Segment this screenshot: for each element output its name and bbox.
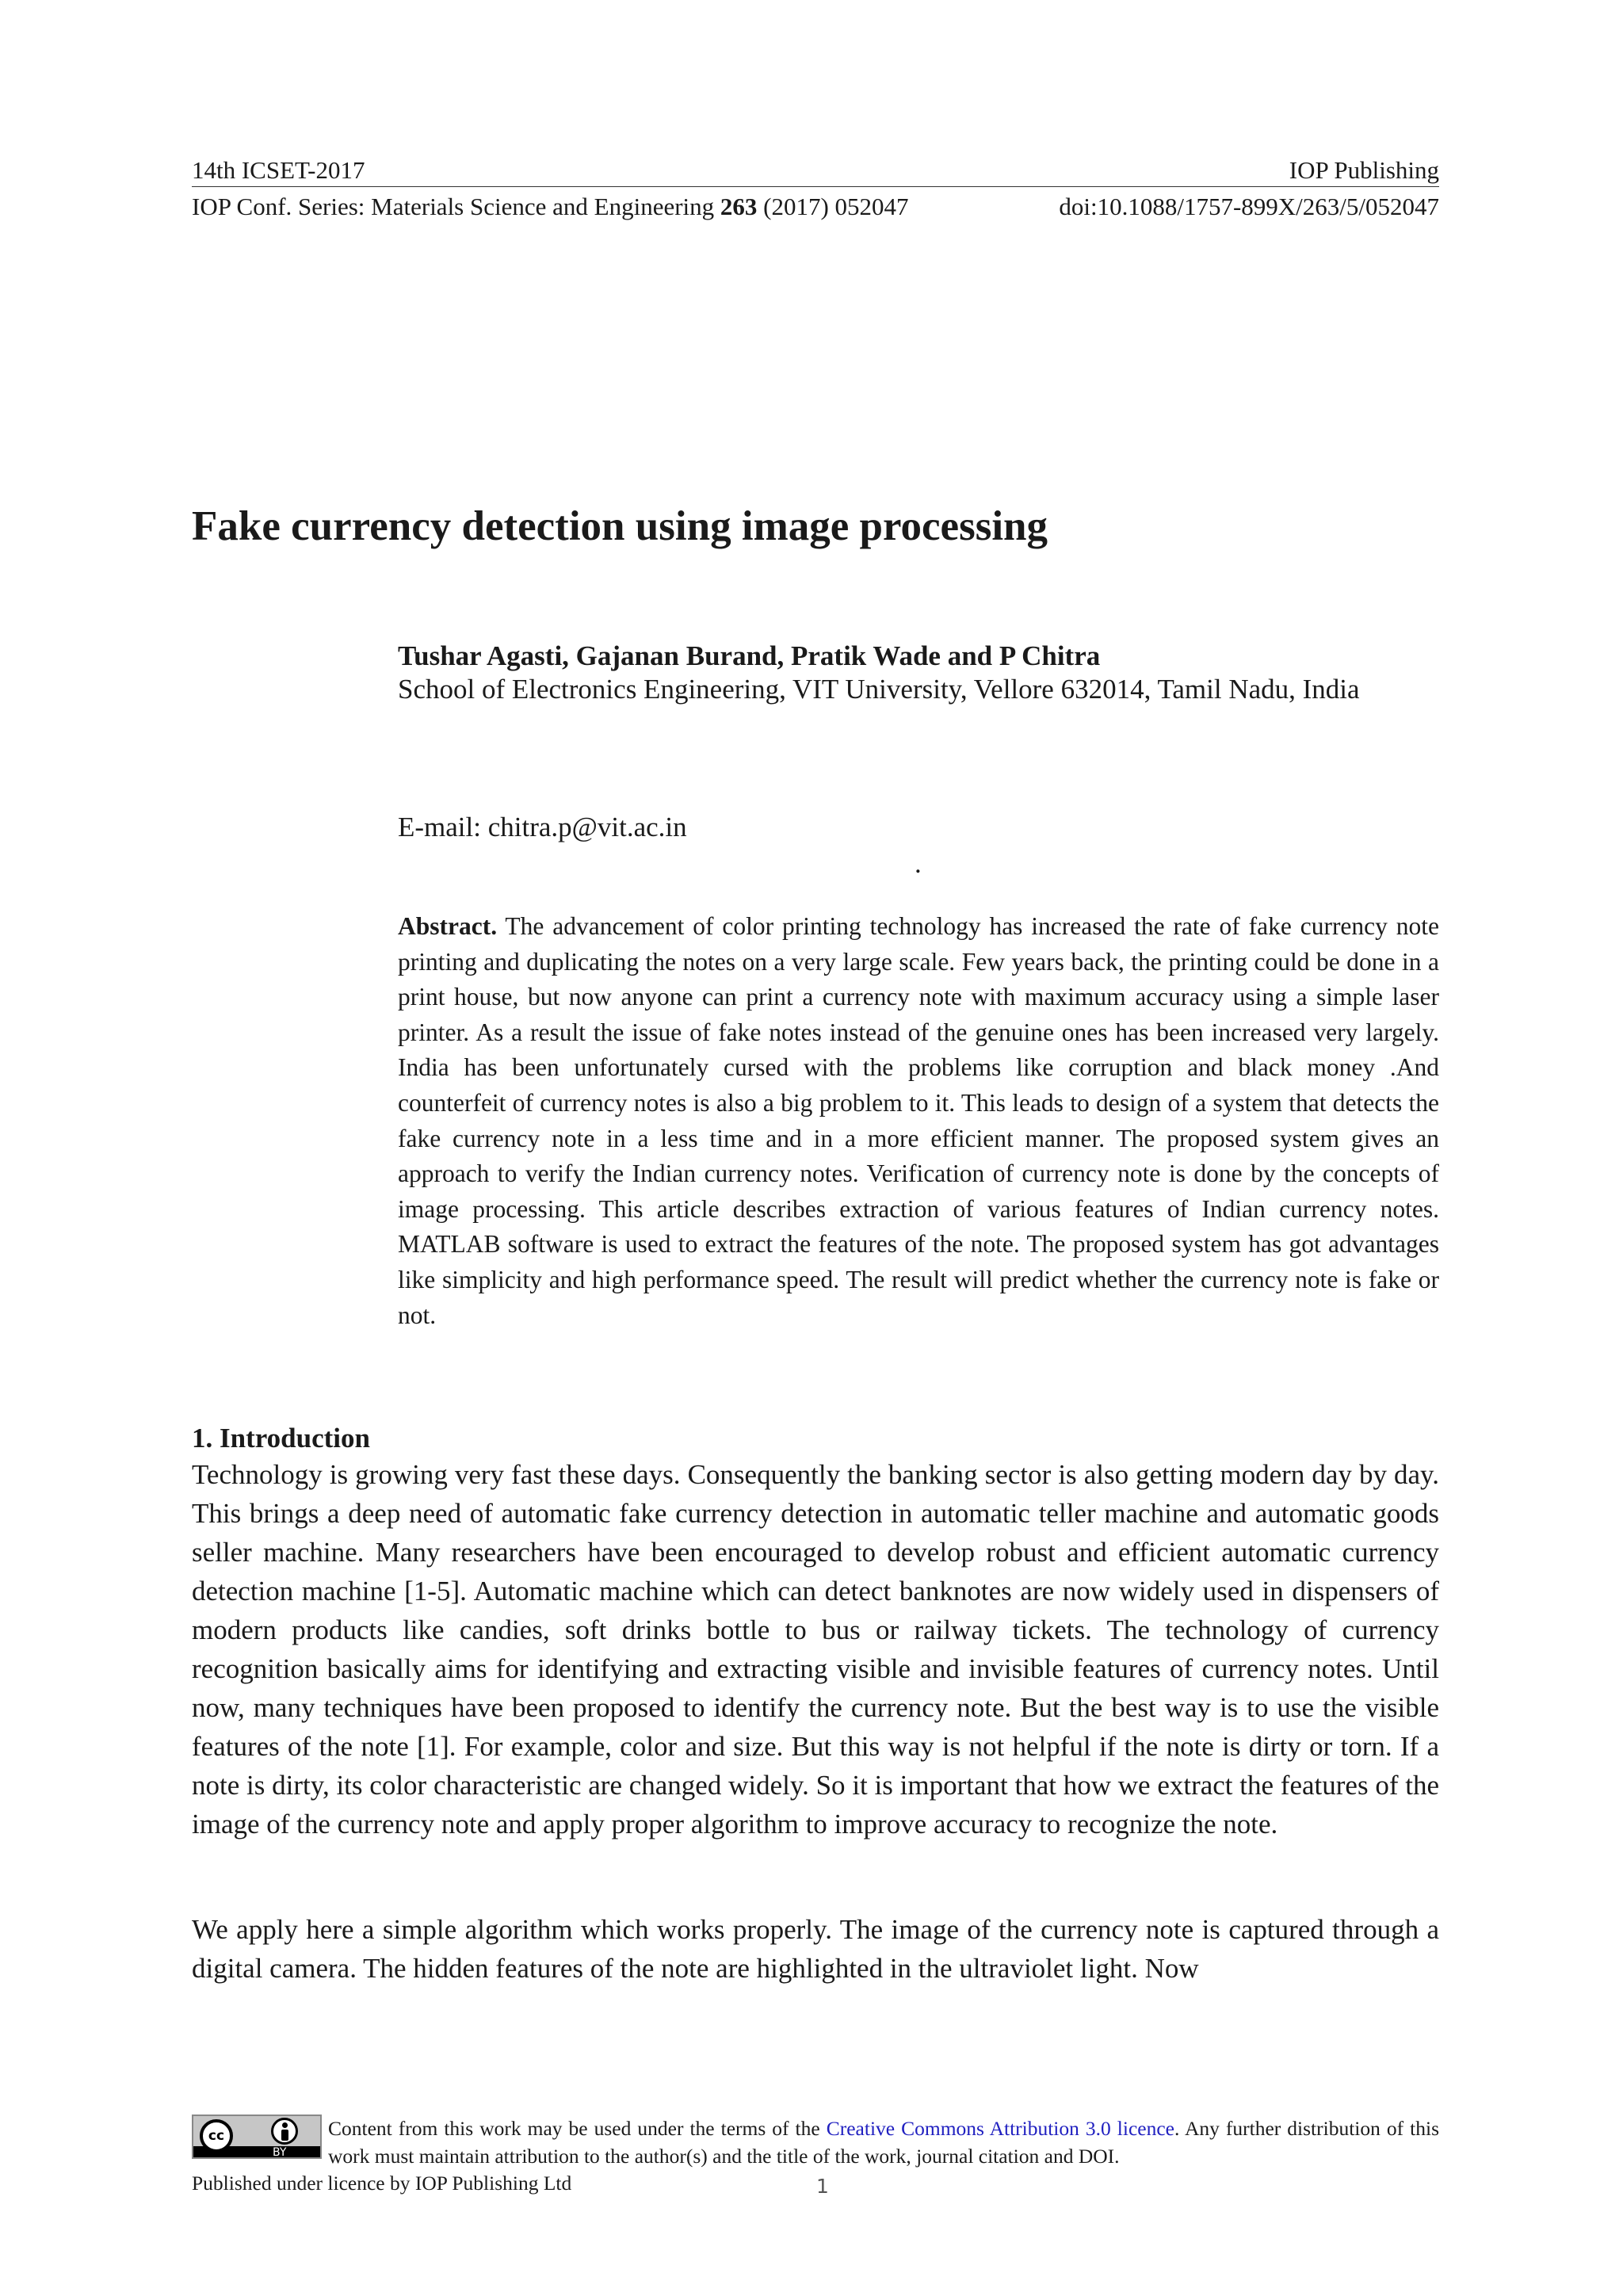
page-number: 1: [816, 2175, 829, 2198]
abstract-text: The advancement of color printing technology has increased the rate of fake currency note printing and duplicating the notes on a very large scale. Few years back, the printing could be done in a print house, but now anyone can print a currency note with maximum accuracy using a simple laser printer. As a result the issue of fake notes instead of the genuine ones has been increased very largely. India has been unfortunately cursed with the problems like corruption and black money .And counterfeit of currency notes is also a big problem to it. This leads to design of a system that detects the fake currency note in a less time and in a more efficient manner. The proposed system gives an approach to verify the Indian currency notes. Verification of currency note is done by the concepts of image processing. This article describes extraction of various features of Indian currency notes. MATLAB software is used to extract the features of the note. The proposed system has got advantages like simplicity and high performance speed. The result will predict whether the currency note is fake or not.: [398, 912, 1439, 1329]
license-link[interactable]: Creative Commons Attribution 3.0 licence: [826, 2117, 1174, 2140]
paper-title: Fake currency detection using image processing: [192, 503, 1048, 549]
cc-by-label: BY: [273, 2146, 287, 2159]
running-header-doi: doi:10.1088/1757-899X/263/5/052047: [1059, 193, 1439, 220]
attribution-person-icon: [271, 2118, 298, 2145]
stray-mark: .: [915, 848, 922, 879]
series-suffix: (2017) 052047: [757, 193, 909, 220]
running-header-conference: 14th ICSET-2017: [192, 156, 365, 184]
cc-by-icon: [192, 2115, 322, 2159]
cc-icon: cc: [200, 2119, 233, 2153]
license-notice: [328, 2115, 1439, 2170]
abstract: [398, 909, 1439, 1333]
license-post: . Any further distribution of this work must maintain attribution to the author(s) and the title of the work, journal citation and DOI.: [328, 2117, 1440, 2168]
running-header-series: [192, 192, 909, 222]
body-paragraph: Technology is growing very fast these days. Consequently the banking sector is also getting modern day by day. This brings a deep need of automatic fake currency detection in automatic teller machine and automatic goods seller machine. Many researchers have been encouraged to develop robust and efficient automatic currency detection machine [1-5]. Automatic machine which can detect banknotes are now widely used in dispensers of modern products like candies, soft drinks bottle to bus or railway tickets. The technology of currency recognition basically aims for identifying and extracting visible and invisible features of currency notes. Until now, many techniques have been proposed to identify the currency note. But the best way is to use the visible features of the note [1]. For example, color and size. But this way is not helpful if the note is dirty or torn. If a note is dirty, its color characteristic are changed widely. So it is important that how we extract the features of the image of the currency note and apply proper algorithm to improve accuracy to recognize the note.: [192, 1459, 1439, 1839]
header-rule: [192, 186, 1439, 187]
paper-authors: Tushar Agasti, Gajanan Burand, Pratik Wade and P Chitra: [398, 640, 1101, 671]
section-heading: 1. Introduction: [192, 1423, 370, 1454]
paper-affiliation: School of Electronics Engineering, VIT University, Vellore 632014, Tamil Nadu, India: [398, 674, 1360, 705]
license-pre: Content from this work may be used under the terms of the: [328, 2117, 827, 2140]
running-header-publisher: IOP Publishing: [1289, 156, 1439, 184]
abstract-label: Abstract.: [398, 912, 498, 940]
series-volume: 263: [720, 193, 758, 220]
series-prefix: IOP Conf. Series: Materials Science and Engineering: [192, 193, 720, 220]
paper-email: E-mail: chitra.p@vit.ac.in: [398, 812, 687, 842]
published-under: Published under licence by IOP Publishing Ltd: [192, 2172, 572, 2195]
body-paragraph: We apply here a simple algorithm which works properly. The image of the currency note is captured through a digital camera. The hidden features of the note are highlighted in the ultraviolet light. Now: [192, 1914, 1439, 1984]
